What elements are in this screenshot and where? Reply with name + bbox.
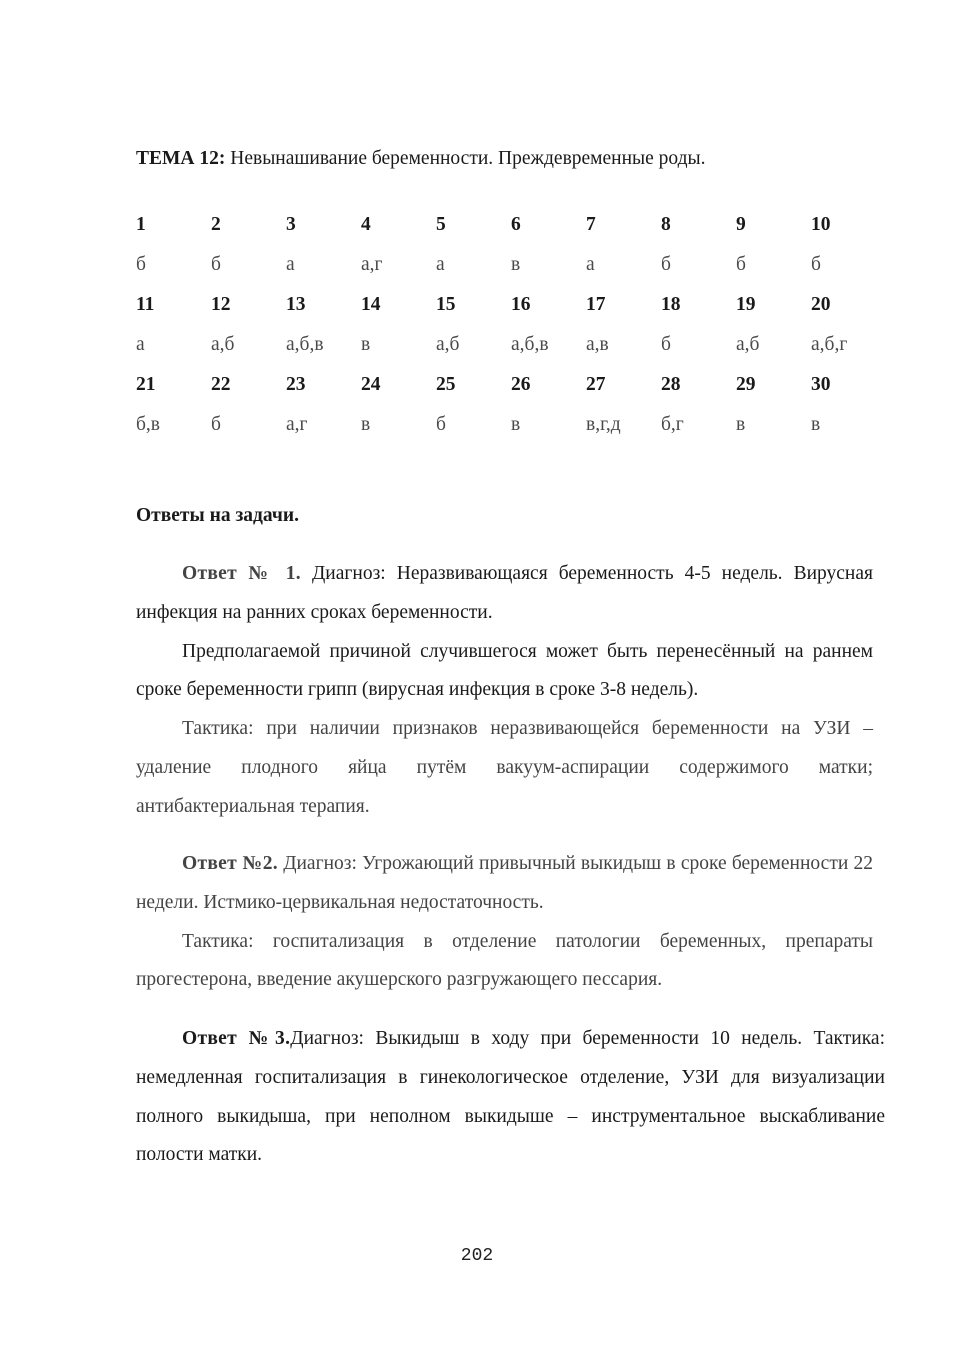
- answer-3-body: Диагноз: Выкидыш в ходу при беременности 10 недель. Тактика: немедленная госпитализация в гинекологическое отделение, УЗИ для визуализации полного выкидыша, при неполном выкидыше – инструментальное выскабливание полости матки.: [136, 1028, 885, 1166]
- answer-letter: в: [511, 413, 521, 435]
- question-number: 16: [511, 293, 531, 315]
- answer-3-text: [136, 1020, 885, 1175]
- question-number: 9: [736, 213, 746, 235]
- question-number: 19: [736, 293, 756, 315]
- answer-letter: а,в: [586, 333, 609, 355]
- answer-letter: б: [136, 253, 146, 275]
- answer-letter: а: [136, 333, 145, 355]
- question-number: 1: [136, 213, 146, 235]
- question-number: 26: [511, 373, 531, 395]
- answer-letter: в: [811, 413, 821, 435]
- topic-heading: [136, 148, 876, 170]
- question-number: 25: [436, 373, 456, 395]
- answer-letter: а,г: [361, 253, 383, 275]
- answer-3-label: Ответ №3.: [182, 1028, 291, 1049]
- question-number: 2: [211, 213, 221, 235]
- answer-1-diagnosis-text: Диагноз: Неразвивающаяся беременность 4-5 недель. Вирусная инфекция на ранних сроках беременности.: [136, 563, 873, 623]
- question-number: 28: [661, 373, 681, 395]
- question-number: 11: [136, 293, 155, 315]
- question-number: 18: [661, 293, 681, 315]
- answer-letter: в: [736, 413, 746, 435]
- page-number: 202: [460, 1246, 494, 1266]
- question-number: 10: [811, 213, 831, 235]
- answer-2-diagnosis: [136, 845, 873, 923]
- answer-letter: а,б,в: [511, 333, 549, 355]
- question-number: 17: [586, 293, 606, 315]
- answer-letter: б,в: [136, 413, 161, 435]
- answer-2-label: Ответ №2.: [182, 853, 278, 874]
- topic-label: ТЕМА 12:: [136, 148, 226, 169]
- question-number: 24: [361, 373, 381, 395]
- question-number: 5: [436, 213, 446, 235]
- answer-letter: а,б,в: [286, 333, 324, 355]
- answer-letters-row: [136, 244, 876, 285]
- question-number: 6: [511, 213, 521, 235]
- question-number: 21: [136, 373, 156, 395]
- answer-letter: б: [661, 253, 671, 275]
- answer-letter: а,б: [211, 333, 235, 355]
- question-numbers-row: [136, 365, 876, 404]
- section-title: Ответы на задачи.: [136, 505, 299, 526]
- answer-letter: б: [211, 253, 221, 275]
- question-number: 13: [286, 293, 306, 315]
- answer-letter: а,б,г: [811, 333, 848, 355]
- question-number: 8: [661, 213, 671, 235]
- answer-grid: [136, 205, 876, 445]
- answer-letter: а,б: [436, 333, 460, 355]
- question-number: 7: [586, 213, 596, 235]
- answer-letter: в: [511, 253, 521, 275]
- answer-letters-row: [136, 324, 876, 365]
- answer-letter: б: [811, 253, 821, 275]
- question-number: 14: [361, 293, 381, 315]
- question-number: 27: [586, 373, 606, 395]
- answer-letter: б: [736, 253, 746, 275]
- question-number: 4: [361, 213, 371, 235]
- answer-2: [136, 845, 873, 1000]
- question-number: 23: [286, 373, 306, 395]
- answer-letter: б,г: [661, 413, 684, 435]
- answer-2-tactics: Тактика: госпитализация в отделение патологии беременных, препараты прогестерона, введение акушерского разгружающего пессария.: [136, 930, 873, 991]
- answer-1: [136, 555, 873, 827]
- answer-letter: а,г: [286, 413, 308, 435]
- answer-letter: в,г,д: [586, 413, 621, 435]
- answer-1-label: Ответ № 1.: [182, 563, 301, 584]
- question-number: 15: [436, 293, 456, 315]
- answer-letter: а: [436, 253, 445, 275]
- question-number: 30: [811, 373, 831, 395]
- answer-letters-row: [136, 404, 876, 445]
- answer-2-diagnosis-text: Диагноз: Угрожающий привычный выкидыш в сроке беременности 22 недели. Истмико-цервикальная недостаточность.: [136, 853, 873, 913]
- question-number: 20: [811, 293, 831, 315]
- answer-letter: в: [361, 413, 371, 435]
- answer-1-diagnosis: [136, 555, 873, 633]
- answer-letter: а,б: [736, 333, 760, 355]
- answer-1-cause: Предполагаемой причиной случившегося может быть перенесённый на раннем сроке беременности грипп (вирусная инфекция в сроке 3-8 недель).: [136, 640, 873, 701]
- question-numbers-row: [136, 205, 876, 244]
- question-number: 29: [736, 373, 756, 395]
- answer-3: [136, 1020, 885, 1175]
- question-numbers-row: [136, 285, 876, 324]
- question-number: 3: [286, 213, 296, 235]
- question-number: 22: [211, 373, 231, 395]
- answer-letter: б: [211, 413, 221, 435]
- question-number: 12: [211, 293, 231, 315]
- answer-1-tactics: Тактика: при наличии признаков неразвивающейся беременности на УЗИ – удаление плодного яйца путём вакуум-аспирации содержимого матки; антибактериальная терапия.: [136, 718, 873, 817]
- answer-letter: а: [286, 253, 295, 275]
- topic-title: Невынашивание беременности. Преждевременные роды.: [225, 148, 706, 169]
- answer-letter: б: [661, 333, 671, 355]
- answer-letter: а: [586, 253, 595, 275]
- answer-letter: в: [361, 333, 371, 355]
- answer-letter: б: [436, 413, 446, 435]
